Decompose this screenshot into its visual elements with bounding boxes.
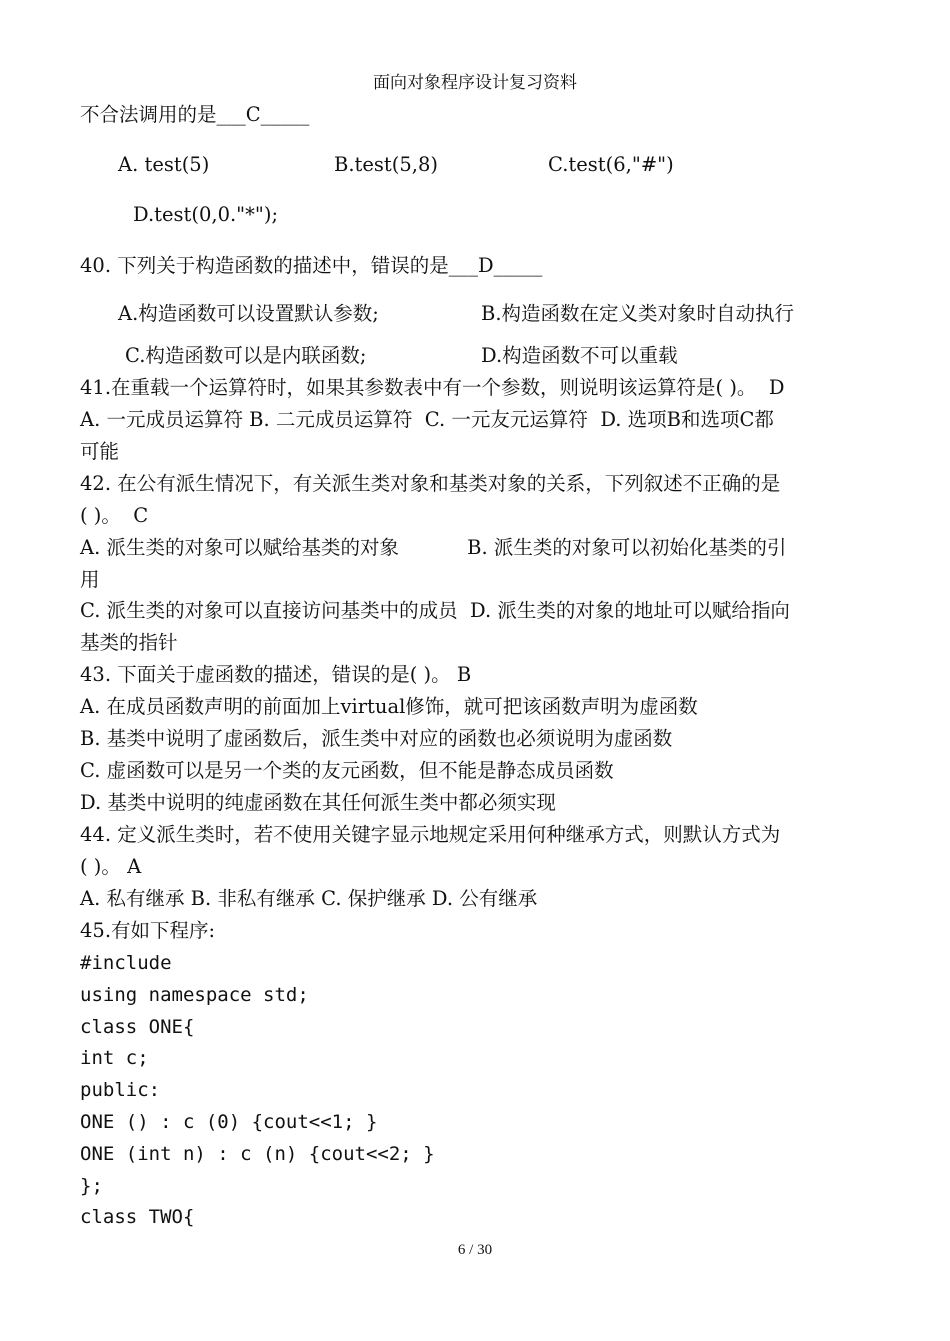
code-line: ONE () : c (0) {cout<<1; } xyxy=(80,1111,378,1133)
code-line: }; xyxy=(80,1175,103,1197)
q44-options: A. 私有继承 B. 非私有继承 C. 保护继承 D. 公有继承 xyxy=(80,887,538,910)
q42-options-ab-cont: 用 xyxy=(80,568,100,591)
q39-option-c: C.test(6,"#") xyxy=(548,153,674,176)
q39-stem: 不合法调用的是___C_____ xyxy=(80,103,310,126)
q40-stem: 40. 下列关于构造函数的描述中，错误的是___D_____ xyxy=(80,254,543,277)
code-line: class ONE{ xyxy=(80,1016,195,1038)
code-line: class TWO{ xyxy=(80,1206,195,1228)
q41-options-cont: 可能 xyxy=(80,440,120,463)
q40-option-b: B.构造函数在定义类对象时自动执行 xyxy=(481,302,795,325)
q43-option-b: B. 基类中说明了虚函数后，派生类中对应的函数也必须说明为虚函数 xyxy=(80,727,673,750)
code-line: using namespace std; xyxy=(80,984,309,1006)
q44-stem-cont: ( )。 A xyxy=(80,855,142,878)
q39-option-d: D.test(0,0."*"); xyxy=(133,203,279,226)
q42-options-ab: A. 派生类的对象可以赋给基类的对象 B. 派生类的对象可以初始化基类的引 xyxy=(80,536,787,559)
q39-option-b: B.test(5,8) xyxy=(334,153,438,176)
q42-stem: 42. 在公有派生情况下，有关派生类对象和基类对象的关系，下列叙述不正确的是 xyxy=(80,472,781,495)
q42-options-cd: C. 派生类的对象可以直接访问基类中的成员 D. 派生类的对象的地址可以赋给指向 xyxy=(80,599,790,622)
code-line: ONE (int n) : c (n) {cout<<2; } xyxy=(80,1143,435,1165)
q42-options-cd-cont: 基类的指针 xyxy=(80,631,178,654)
code-line: #include xyxy=(80,952,172,974)
q45-stem: 45.有如下程序: xyxy=(80,919,216,942)
code-line: int c; xyxy=(80,1047,149,1069)
q40-option-a: A.构造函数可以设置默认参数; xyxy=(118,302,379,325)
page-number: 6 / 30 xyxy=(457,1242,493,1258)
q44-stem: 44. 定义派生类时，若不使用关键字显示地规定采用何种继承方式，则默认方式为 xyxy=(80,823,781,846)
q42-stem-cont: ( )。 C xyxy=(80,504,149,527)
code-line: public: xyxy=(80,1079,161,1101)
q40-option-c: C.构造函数可以是内联函数; xyxy=(125,344,367,367)
q41-stem: 41.在重载一个运算符时，如果其参数表中有一个参数，则说明该运算符是( )。 D xyxy=(80,376,785,399)
q43-option-c: C. 虚函数可以是另一个类的友元函数，但不能是静态成员函数 xyxy=(80,759,614,782)
page-header: 面向对象程序设计复习资料 xyxy=(373,73,577,93)
q43-option-a: A. 在成员函数声明的前面加上virtual修饰，就可把该函数声明为虚函数 xyxy=(80,695,698,718)
q41-options: A. 一元成员运算符 B. 二元成员运算符 C. 一元友元运算符 D. 选项B和选项C都 xyxy=(80,408,774,431)
q43-option-d: D. 基类中说明的纯虚函数在其任何派生类中都必须实现 xyxy=(80,791,556,814)
q43-stem: 43. 下面关于虚函数的描述，错误的是( )。 B xyxy=(80,663,472,686)
q40-option-d: D.构造函数不可以重载 xyxy=(481,344,678,367)
q39-option-a: A. test(5) xyxy=(118,153,210,176)
